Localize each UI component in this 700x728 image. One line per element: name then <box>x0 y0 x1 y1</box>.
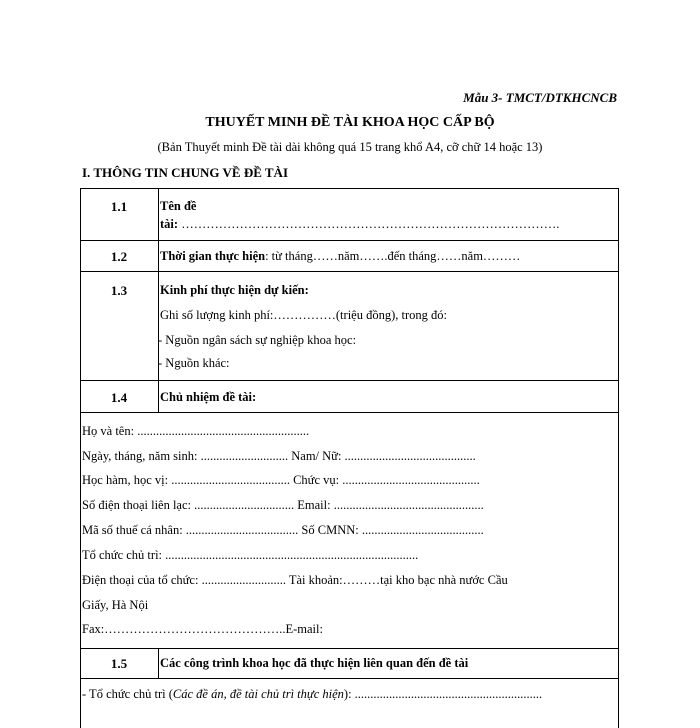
table-rule <box>80 380 618 381</box>
budget-label: Kinh phí thực hiện dự kiến: <box>160 283 309 297</box>
lead-tax-id-field[interactable]: Mã số thuế cá nhân: .................................... Số CMNN: ....................................... <box>82 523 484 537</box>
form-code: Mẫu 3- TMCT/DTKHCNCB <box>463 90 617 105</box>
table-rule <box>80 678 618 679</box>
host-org-phone-account-cont: Giấy, Hà Nội <box>82 598 149 612</box>
row-number-1-5: 1.5 <box>110 656 128 671</box>
related-works-dots: ): ............................................................ <box>343 687 543 701</box>
title-field[interactable] <box>160 217 559 232</box>
lead-birth-gender-field[interactable]: Ngày, tháng, năm sinh: ............................ Nam/ Nữ: .......................................... <box>82 449 476 463</box>
duration-field[interactable] <box>160 249 520 264</box>
related-works-prefix: - Tổ chức chủ trì ( <box>82 687 173 701</box>
lead-label: Chủ nhiệm đề tài: <box>160 390 257 404</box>
table-rule <box>80 188 618 189</box>
column-divider <box>158 648 159 678</box>
budget-other-source-field[interactable]: - Nguồn khác: <box>158 356 230 370</box>
related-works-note: Các đề án, đề tài chủ trì thực hiện <box>172 687 344 701</box>
title-label-cont: tài: <box>160 217 179 231</box>
row-number-1-3: 1.3 <box>110 283 128 298</box>
related-works-label: Các công trình khoa học đã thực hiện liên quan đến đề tài <box>160 656 469 670</box>
row-number-1-4: 1.4 <box>110 390 128 405</box>
lead-name-field[interactable]: Họ và tên: ....................................................... <box>82 424 310 438</box>
title-dots: ………………………………………………………………………………. <box>178 217 560 231</box>
table-rule <box>80 648 618 649</box>
title-label: Tên đề <box>160 199 197 213</box>
table-rule <box>80 271 618 272</box>
host-org-phone-account-field[interactable]: Điện thoại của tổ chức: ........................... Tài khoản:………tại kho bạc nhà nước Cầu <box>82 573 508 587</box>
duration-label: Thời gian thực hiện <box>160 249 266 263</box>
section-heading: I. THÔNG TIN CHUNG VỀ ĐỀ TÀI <box>82 165 289 180</box>
column-divider <box>158 188 159 380</box>
budget-amount-field[interactable]: Ghi số lượng kinh phí:……………(triệu đồng), trong đó: <box>160 308 447 322</box>
document-title: THUYẾT MINH ĐỀ TÀI KHOA HỌC CẤP BỘ <box>205 115 495 130</box>
fax-email-field[interactable]: Fax:……………………………………..E-mail: <box>82 622 323 636</box>
column-divider <box>158 380 159 412</box>
row-number-1-2: 1.2 <box>110 249 128 264</box>
lead-phone-email-field[interactable]: Số điện thoại liên lạc: ................................ Email: ................................................ <box>82 498 484 512</box>
host-org-field[interactable]: Tổ chức chủ trì: ................................................................................. <box>82 548 419 562</box>
budget-state-source-field[interactable]: - Nguồn ngân sách sự nghiệp khoa học: <box>158 333 357 347</box>
document-subtitle: (Bản Thuyết minh Đề tài dài không quá 15 trang khổ A4, cỡ chữ 14 hoặc 13) <box>157 140 543 154</box>
table-rule <box>80 240 618 241</box>
table-rule <box>80 412 618 413</box>
row-number-1-1: 1.1 <box>110 199 128 214</box>
duration-value: : từ tháng……năm…….đến tháng……năm……… <box>265 249 521 263</box>
lead-rank-position-field[interactable]: Học hàm, học vị: ...................................... Chức vụ: ............................................ <box>82 473 480 487</box>
